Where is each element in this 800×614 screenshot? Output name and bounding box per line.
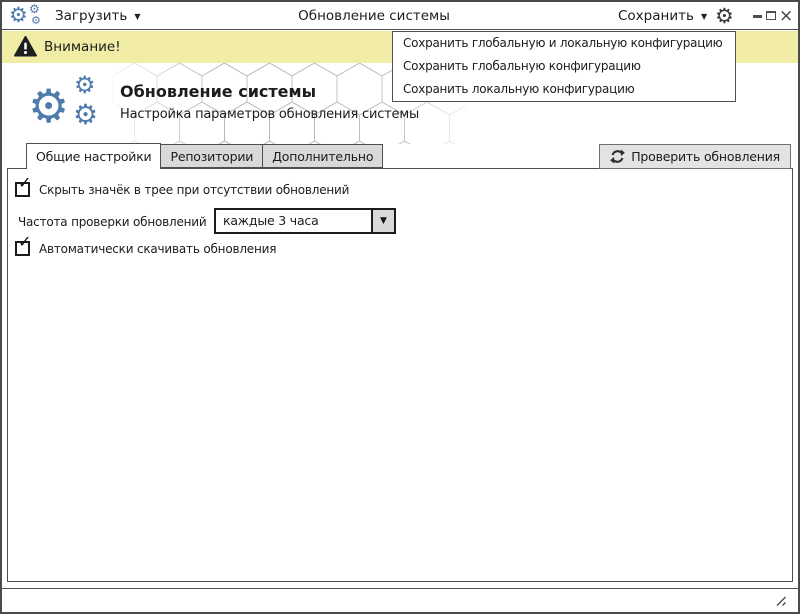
resize-grip[interactable] (775, 595, 788, 607)
gear-icon: ⚙ (29, 2, 40, 16)
status-bar (2, 588, 798, 612)
menu-item-save-local[interactable]: Сохранить локальную конфигурацию (403, 82, 635, 96)
auto-download-label: Автоматически скачивать обновления (39, 241, 277, 256)
check-updates-label: Проверить обновления (631, 149, 780, 164)
auto-download-checkbox-row[interactable] (15, 232, 277, 256)
save-menu-button[interactable] (618, 2, 707, 30)
update-gears-icon (28, 71, 108, 137)
hide-tray-checkbox[interactable] (15, 173, 32, 197)
menu-item-save-global[interactable]: Сохранить глобальную конфигурацию (403, 59, 641, 73)
chevron-down-icon: ▼ (380, 216, 387, 226)
menu-item-save-global-and-local[interactable]: Сохранить глобальную и локальную конфигурацию (403, 36, 723, 50)
warning-icon (14, 36, 37, 57)
frequency-label: Частота проверки обновлений (18, 215, 207, 229)
general-settings-panel (7, 168, 793, 582)
checkmark-icon: ✓ (18, 173, 32, 192)
auto-download-checkbox[interactable] (15, 232, 32, 256)
checkmark-icon: ✓ (18, 232, 32, 251)
app-gears-icon (9, 3, 49, 29)
minimize-button[interactable] (753, 15, 762, 18)
tab-repositories[interactable]: Репозитории (160, 144, 263, 168)
maximize-button[interactable] (766, 11, 776, 20)
tab-bar (26, 143, 383, 169)
chevron-down-icon: ▼ (134, 11, 141, 21)
refresh-icon (610, 149, 625, 164)
gear-icon: ⚙ (31, 14, 41, 27)
page-title: Обновление системы (120, 82, 317, 101)
close-button[interactable]: × (779, 6, 794, 26)
check-updates-button[interactable] (599, 144, 791, 169)
gear-icon: ⚙ (73, 98, 99, 131)
tab-general-settings[interactable]: Общие настройки (26, 143, 161, 169)
load-menu-button[interactable] (55, 2, 141, 30)
hide-tray-label: Скрыть значёк в трее при отсутствии обновлений (39, 182, 350, 197)
hide-tray-checkbox-row[interactable] (15, 173, 350, 197)
warning-text: Внимание! (44, 39, 121, 55)
title-bar (2, 2, 798, 30)
chevron-down-icon: ▼ (700, 11, 708, 21)
save-menu-label: Сохранить (618, 8, 694, 24)
save-dropdown-menu (392, 31, 736, 102)
frequency-dropdown-button[interactable] (371, 210, 394, 232)
page-subtitle: Настройка параметров обновления системы (120, 107, 420, 122)
settings-gear-icon[interactable]: ⚙ (715, 4, 734, 28)
gear-icon: ⚙ (9, 3, 28, 27)
gear-icon: ⚙ (28, 79, 70, 133)
tab-advanced[interactable]: Дополнительно (262, 144, 383, 168)
window-title: Обновление системы (298, 7, 450, 24)
frequency-value: каждые 3 часа (223, 213, 319, 228)
load-menu-label: Загрузить (55, 8, 128, 24)
gear-icon: ⚙ (74, 71, 96, 99)
frequency-select[interactable] (214, 208, 396, 234)
